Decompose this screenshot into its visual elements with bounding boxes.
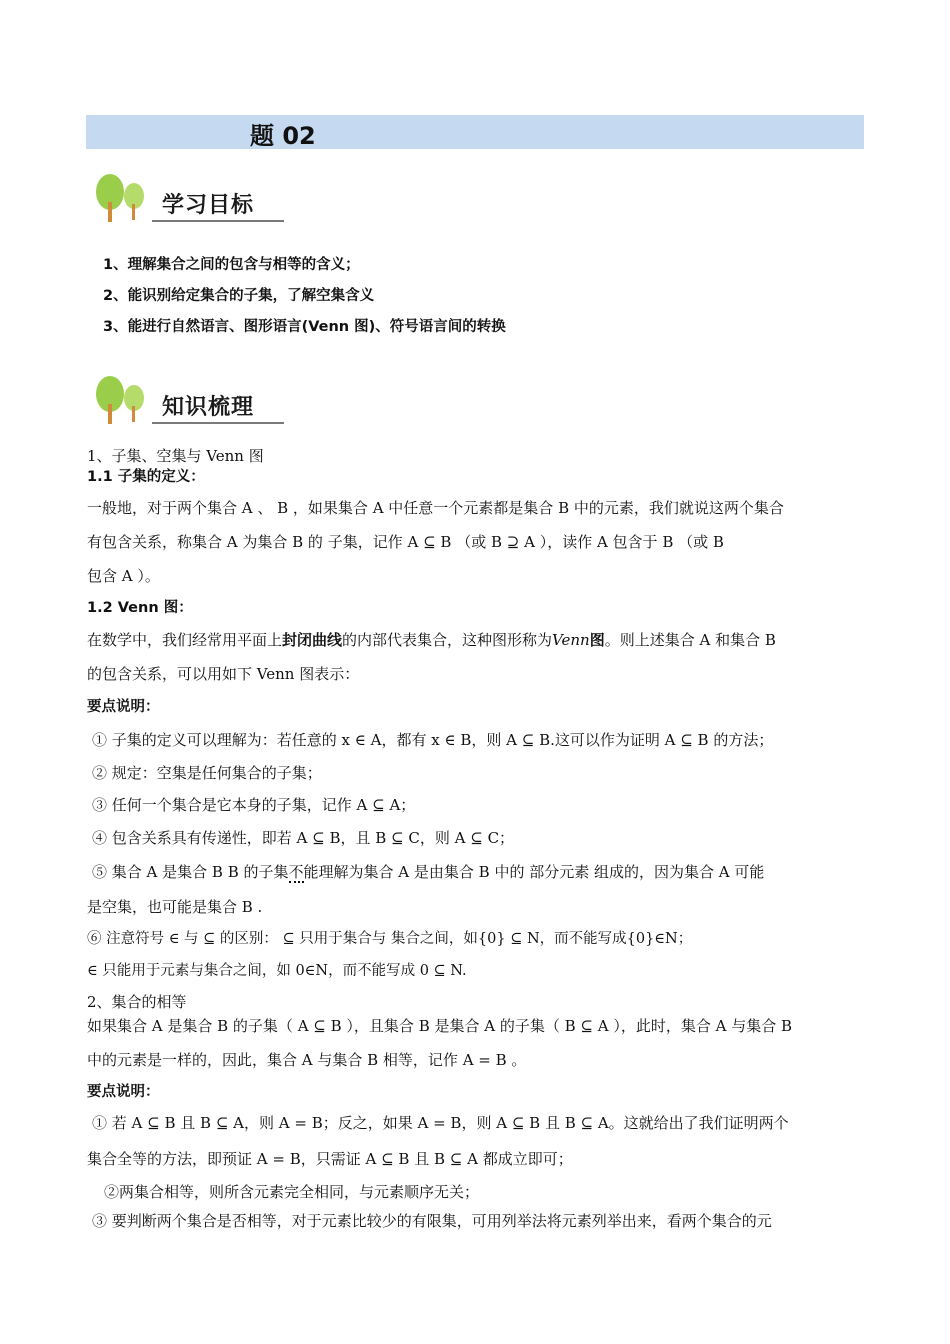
note-item: ②两集合相等，则所含元素完全相同，与元素顺序无关； <box>104 1183 480 1201</box>
note-item-continued: 是空集，也可能是集合 B . <box>87 898 263 916</box>
notes-title: 要点说明： <box>87 1084 160 1100</box>
definition-line: 有包含关系，称集合 A 为集合 B 的 子集，记作 A ⊆ B （或 B ⊇ A ），读作 A 包含于 B （或 B <box>87 533 724 551</box>
paragraph-line: 如果集合 A 是集合 B 的子集（ A ⊆ B ），且集合 B 是集合 A 的子集（ B ⊆ A ），此时，集合 A 与集合 B <box>87 1017 793 1035</box>
paragraph-line: 中的元素是一样的，因此，集合 A 与集合 B 相等，记作 A = B 。 <box>87 1051 527 1069</box>
goal-item: 2、能识别给定集合的子集，了解空集含义 <box>103 288 375 304</box>
subheading-1-2: 1.2 Venn 图： <box>87 600 193 616</box>
definition-line: 包含 A ）。 <box>87 567 160 585</box>
section-title-goals: 学习目标 <box>162 193 255 218</box>
definition-line: 一般地，对于两个集合 A 、 B ，如果集合 A 中任意一个元素都是集合 B 中的元素，我们就说这两个集合 <box>87 499 784 517</box>
emphasis-text: 图 <box>589 631 605 649</box>
note-item: ① 子集的定义可以理解为：若任意的 x ∈ A，都有 x ∈ B，则 A ⊆ B.这可以作为证明 A ⊆ B 的方法； <box>92 731 774 749</box>
note-item-continued: 集合全等的方法，即预证 A = B，只需证 A ⊆ B 且 B ⊆ A 都成立即可； <box>87 1150 573 1168</box>
note-item: ① 若 A ⊆ B 且 B ⊆ A，则 A = B；反之，如果 A = B，则 A ⊆ B 且 B ⊆ A。这就给出了我们证明两个 <box>92 1114 789 1132</box>
page-title: 题 02 <box>250 122 316 150</box>
text-span: 的内部代表集合，这种图形称为 <box>342 631 553 649</box>
emphasis-text: 不 <box>288 863 304 881</box>
text-span: 。则上述集合 A 和集合 B <box>604 631 776 649</box>
subheading-1-1: 1.1 子集的定义： <box>87 469 205 485</box>
text-span: 能理解为集合 A 是由集合 B 中的 部分元素 组成的，因为集合 A 可能 <box>303 863 765 881</box>
tree-icon <box>92 172 156 228</box>
text-span: 在数学中，我们经常用平面上 <box>87 631 283 649</box>
note-item: ⑥ 注意符号 ∈ 与 ⊆ 的区别： ⊆ 只用于集合与 集合之间，如{0} ⊆ N，而不能写成{0}∈N； <box>87 931 693 947</box>
section-divider <box>152 220 284 222</box>
note-item: ③ 任何一个集合是它本身的子集，记作 A ⊆ A； <box>92 796 416 814</box>
text-span: ⑤ 集合 A 是集合 B B 的子集 <box>92 863 289 881</box>
note-item-continued: ∈ 只能用于元素与集合之间，如 0∈N，而不能写成 0 ⊆ N. <box>87 963 467 979</box>
title-banner <box>86 115 864 149</box>
venn-paragraph-line: 的包含关系，可以用如下 Venn 图表示： <box>87 665 360 683</box>
note-item: ④ 包含关系具有传递性，即若 A ⊆ B，且 B ⊆ C，则 A ⊆ C； <box>92 829 515 847</box>
section-title-knowledge: 知识梳理 <box>162 395 255 420</box>
section-divider <box>152 422 284 424</box>
section-1-heading: 1、子集、空集与 Venn 图 <box>87 447 264 465</box>
goal-item: 3、能进行自然语言、图形语言(Venn 图)、符号语言间的转换 <box>103 319 506 335</box>
note-item: ② 规定：空集是任何集合的子集； <box>92 764 322 782</box>
tree-icon <box>92 374 156 430</box>
section-header-goals <box>92 172 292 228</box>
section-2-heading: 2、集合的相等 <box>87 993 187 1011</box>
notes-title: 要点说明： <box>87 699 160 715</box>
venn-paragraph-line <box>87 630 864 650</box>
note-item: ③ 要判断两个集合是否相等，对于元素比较少的有限集，可用列举法将元素列举出来，看两个集合的元 <box>92 1212 772 1230</box>
note-item <box>92 862 864 882</box>
math-text: Venn <box>552 631 590 649</box>
section-header-knowledge <box>92 374 292 430</box>
emphasis-text: 封闭曲线 <box>282 631 343 649</box>
goal-item: 1、理解集合之间的包含与相等的含义； <box>103 257 360 273</box>
